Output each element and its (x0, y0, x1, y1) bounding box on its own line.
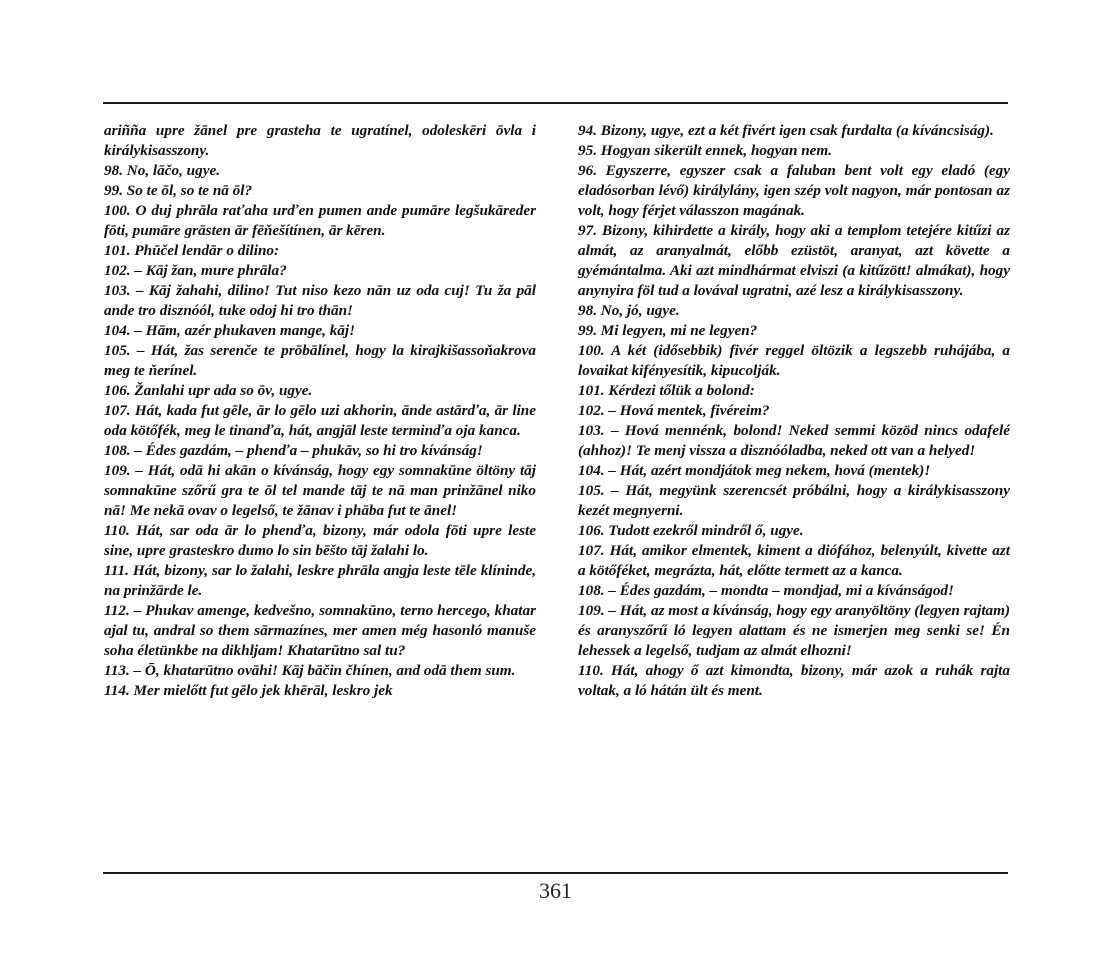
paragraph: 105. – Hát, megyünk szerencsét próbálni, hogy a királykisasszony kezét megnyerni. (578, 482, 1010, 519)
paragraph: 95. Hogyan sikerült ennek, hogyan nem. (578, 142, 832, 159)
paragraph: 107. Hát, kada fut gēle, ār lo gēlo uzi akhorin, ānde astārďa, ār line oda kötőfék, meg le tinanďa, hát, angjāl leste terminďa oja kanca. (104, 402, 536, 439)
paragraph: 110. Hát, sar oda ār lo phenďa, bizony, már odola fōti upre leste sine, upre grasteskro dumo lo sin bēšto tāj žalahi lo. (104, 522, 536, 559)
paragraph: 101. Phūčel lendār o dilino: (104, 242, 280, 259)
paragraph: 99. So te ōl, so te nā ōl? (104, 182, 253, 199)
paragraph: 99. Mi legyen, mi ne legyen? (578, 322, 758, 339)
paragraph: 111. Hát, bizony, sar lo žalahi, leskre phrāla angja leste tēle klíninde, na prinžārde le. (104, 562, 536, 599)
paragraph: 106. Žanlahi upr ada so ōv, ugye. (104, 382, 313, 399)
paragraph: 100. O duj phrāla raťaha urďen pumen ande pumāre legšukāreder fōti, pumāre grāsten ār fēňešítínen, ār kēren. (104, 202, 536, 239)
page-number: 361 (539, 878, 572, 903)
paragraph: 110. Hát, ahogy ő azt kimondta, bizony, már azok a ruhák rajta voltak, a ló hátán ült és ment. (578, 662, 1010, 699)
paragraph: ariñña upre žānel pre grasteha te ugratínel, odoleskēri ōvla i királykisasszony. (104, 122, 536, 159)
paragraph: 97. Bizony, kihirdette a király, hogy aki a templom tetejére kitűzi az almát, az aranyalmát, előbb ezüstöt, aranyat, azt követte a gyémántalma. Aki azt mindhármat elviszi (a kitűzött! almákat), hogy anynyira föl tud a lovával ugratni, azé lesz a királykisasszony. (578, 222, 1010, 299)
bottom-rule (103, 872, 1008, 874)
paragraph: 107. Hát, amikor elmentek, kiment a diófához, belenyúlt, kivette azt a kötőféket, megrázta, hát, előtte termett az a kanca. (578, 542, 1010, 579)
paragraph: 103. – Hová mennénk, bolond! Neked semmi közöd nincs odafelé (ahhoz)! Te menj vissza a disznóóladba, neked ott van a helyed! (578, 422, 1010, 459)
paragraph: 94. Bizony, ugye, ezt a két fivért igen csak furdalta (a kíváncsiság). (578, 122, 994, 139)
paragraph: 112. – Phukav amenge, kedvešno, somnakūno, terno hercego, khatar ajal tu, andral so them sārmazínes, mer amen még hasonló manuše soha életünkbe na dikhljam! Khatarūtno sal tu? (104, 602, 536, 659)
paragraph: 109. – Hát, odā hi akān o kívánság, hogy egy somnakūne öltöny tāj somnakūne szőrű gra te ōl tel mande tāj te nā man prinžānel niko nā! Me nekā ovav o legelső, te žānav i phāba fut te ānel! (104, 462, 536, 519)
paragraph: 102. – Kāj žan, mure phrāla? (104, 262, 287, 279)
paragraph: 105. – Hát, žas serenče te prōbālínel, hogy la kirajkišassoňakrova meg te ňerínel. (104, 342, 536, 379)
paragraph: 113. – Ō, khatarūtno ovāhi! Kāj bāčin čhínen, and odā them sum. (104, 662, 516, 679)
paragraph: 104. – Hát, azért mondjátok meg nekem, hová (mentek)! (578, 462, 931, 479)
paragraph: 104. – Hām, azér phukaven mange, kāj! (104, 322, 356, 339)
paragraph: 102. – Hová mentek, fivéreim? (578, 402, 770, 419)
paragraph: 114. Mer mielőtt fut gēlo jek khērāl, leskro jek (104, 682, 393, 699)
paragraph: 98. No, lāčo, ugye. (104, 162, 220, 179)
top-rule (103, 102, 1008, 104)
right-column-hungarian-text (578, 121, 1010, 701)
paragraph: 109. – Hát, az most a kívánság, hogy egy aranyöltöny (legyen rajtam) és aranyszőrű ló legyen alattam és ne ismerjen meg senki se! Én lehessek a legelső, tudjam az almát elhozni! (578, 602, 1010, 659)
paragraph: 106. Tudott ezekről mindről ő, ugye. (578, 522, 804, 539)
paragraph: 98. No, jó, ugye. (578, 302, 680, 319)
left-column-romani-text (104, 121, 536, 701)
paragraph: 103. – Kāj žahahi, dilino! Tut niso kezo nān uz oda cuj! Tu ža pāl ande tro disznóól, tuke odoj hi tro thān! (104, 282, 536, 319)
paragraph: 96. Egyszerre, egyszer csak a faluban bent volt egy eladó (egy eladósorban lévő) királylány, igen szép volt nagyon, már pontosan az volt, hogy férjet válasszon magának. (578, 162, 1010, 219)
paragraph: 101. Kérdezi tőlük a bolond: (578, 382, 755, 399)
paragraph: 108. – Édes gazdám, – phenďa – phukāv, so hi tro kívánság! (104, 442, 483, 459)
paragraph: 108. – Édes gazdám, – mondta – mondjad, mi a kívánságod! (578, 582, 954, 599)
paragraph: 100. A két (idősebbik) fivér reggel öltözik a legszebb ruhájába, a lovaikat kifényesítik, kipucolják. (578, 342, 1010, 379)
